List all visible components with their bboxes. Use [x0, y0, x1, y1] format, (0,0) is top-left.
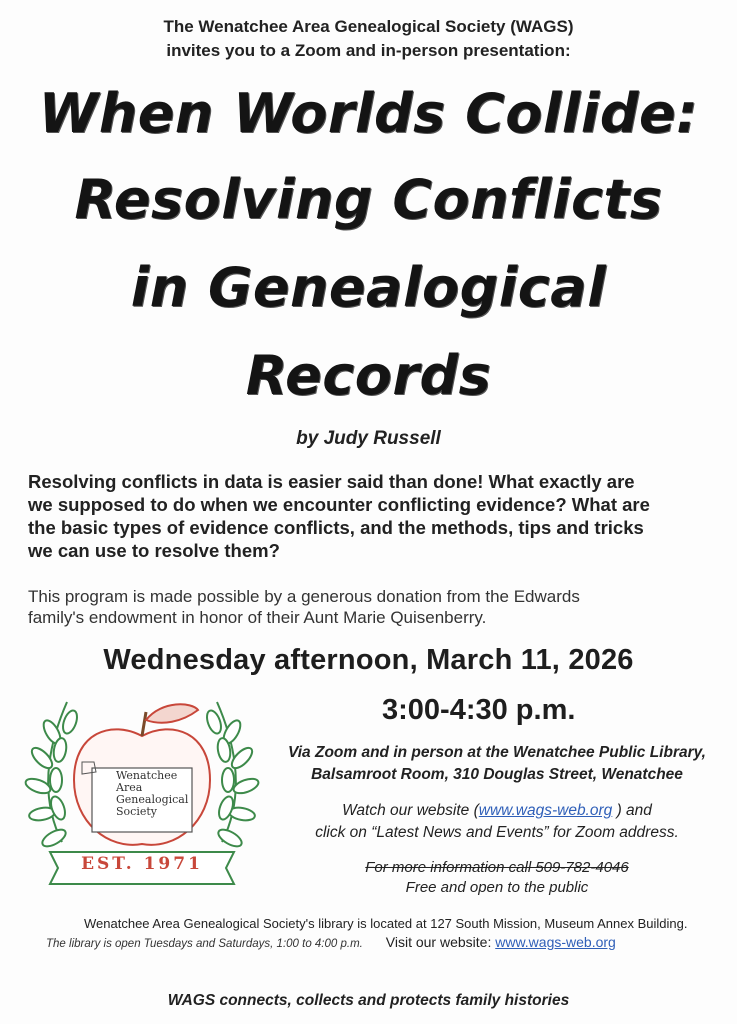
logo-text [92, 768, 192, 818]
venue-line-2: Balsamroot Room, 310 Douglas Street, Wenatchee [311, 766, 683, 783]
library-location: Wenatchee Area Genealogical Society's library is located at 127 South Mission, Museum Annex Building. [84, 916, 688, 931]
watch-prefix: Watch our website ( [342, 802, 479, 819]
description-line: we can use to resolve them? [28, 540, 280, 561]
logo-text-line: Area [116, 781, 143, 794]
header-line-2: invites you to a Zoom and in-person presentation: [166, 41, 571, 60]
description-line: This program is made possible by a generous donation from the Edwards [28, 587, 580, 606]
wags-website-link[interactable]: www.wags-web.org [478, 802, 613, 819]
title-line-4: Records [245, 344, 492, 407]
wags-logo [22, 692, 262, 902]
watch-suffix: ) and [612, 802, 652, 819]
watch-line-2: click on “Latest News and Events” for Zoom address. [315, 824, 679, 841]
title-line-3: in Genealogical [130, 256, 607, 319]
description-paragraph-1 [28, 470, 718, 562]
description-paragraph-2 [28, 586, 718, 628]
event-time: 3:00-4:30 p.m. [382, 694, 576, 726]
logo-text-line: Wenatchee [116, 769, 178, 782]
visit-website-label: Visit our website: [385, 934, 496, 950]
free-line: Free and open to the public [405, 879, 589, 896]
logo-text-line: Society [116, 805, 157, 818]
header-line-1: The Wenatchee Area Genealogical Society (WAGS) [163, 17, 574, 36]
title-line-2: Resolving Conflicts [74, 168, 663, 231]
logo-text-line: Genealogical [116, 793, 189, 806]
byline: by Judy Russell [296, 428, 441, 449]
library-hours: The library is open Tuesdays and Saturdays, 1:00 to 4:00 p.m. [46, 938, 363, 950]
phone-line: For more information call 509-782-4046 [365, 859, 629, 876]
description-line: Resolving conflicts in data is easier said than done! What exactly are [28, 471, 635, 492]
watch-line-1 [262, 800, 732, 822]
logo-est-label: EST. 1971 [81, 854, 203, 874]
info-block [262, 858, 732, 898]
description-line: we supposed to do when we encounter conflicting evidence? What are [28, 494, 650, 515]
wags-motto: WAGS connects, collects and protects family histories [167, 992, 570, 1009]
watch-block [262, 800, 732, 844]
venue-line-1: Via Zoom and in person at the Wenatchee Public Library, [287, 744, 706, 761]
venue-block [262, 742, 732, 786]
footer-website-link[interactable]: www.wags-web.org [495, 934, 616, 950]
description-line: family's endowment in honor of their Aunt Marie Quisenberry. [28, 608, 487, 627]
title-line-1: When Worlds Collide: [38, 82, 699, 145]
library-info-row [46, 934, 726, 952]
description-line: the basic types of evidence conflicts, and the methods, tips and tricks [28, 517, 644, 538]
event-date: Wednesday afternoon, March 11, 2026 [103, 644, 634, 676]
